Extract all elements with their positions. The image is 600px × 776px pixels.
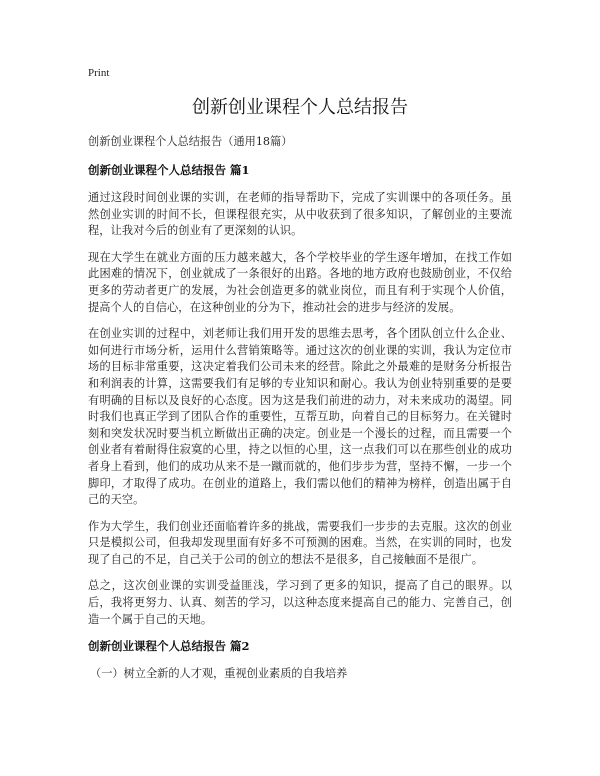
paragraph: 现在大学生在就业方面的压力越来越大，各个学校毕业的学生逐年增加，在找工作如此困难的情况下，创业就成了一条很好的出路。各地的地方政府也鼓励创业，不仅给更多的劳动者更广的发展，为社会创造更多的就业岗位，而且有利于实现个人价值，提高个人的自信心，在这种创业的分为下，推动社会的进步与经济的发展。 — [88, 250, 512, 314]
section-1 — [88, 162, 512, 628]
document-title: 创新创业课程个人总结报告 — [192, 97, 408, 118]
paragraph: 总之，这次创业课的实训受益匪浅，学习到了更多的知识，提高了自己的眼界。以后，我将更努力、认真、刻苦的学习，以这种态度来提高自己的能力、完善自己，创造一个属于自己的天地。 — [88, 579, 512, 626]
section-heading: 创新创业课程个人总结报告 篇1 — [88, 163, 250, 177]
section-heading: 创新创业课程个人总结报告 篇2 — [88, 639, 250, 654]
paragraph: 在创业实训的过程中，刘老师让我们用开发的思维去思考，各个团队创立什么企业、如何进行市场分析，运用什么营销策略等。通过这次的创业课的实训，我认为定位市场的目标非常重要，这决定着我们公司未来的经营。除此之外最难的是财务分析报告和利润表的计算，这需要我们有足够的专业知识和耐心。我认为创业特别重要的是要有明确的目标以及良好的心态度。因为这是我们前进的动力，对未来成功的渴望。同时我们也真正学到了团队合作的重要性，互帮互助，向着自己的目标努力。在关键时刻和突发状况时要当机立断做出正确的决定。创业是一个漫长的过程，而且需要一个创业者有着耐得住寂寞的心里，持之以恒的心里，这一点我们可以在那些创业的成功者身上看到，他们的成功从来不是一蹴而就的，他们步步为营，坚持不懈，一步一个脚印，才取得了成功。在创业的道路上，我们需以他们的精神为榜样，创造出属于自己的天空。 — [88, 327, 512, 507]
section-2 — [88, 638, 512, 682]
paragraph: 通过这段时间创业课的实训，在老师的指导帮助下，完成了实训课中的各项任务。虽然创业实训的时间不长，但课程很充实，从中收获到了很多知识，了解创业的主要流程，让我对今后的创业有了更深刻的认识。 — [88, 191, 512, 238]
document-subtitle: 创新创业课程个人总结报告（通用18篇） — [88, 135, 293, 148]
paragraph: 作为大学生，我们创业还面临着许多的挑战，需要我们一步步的去克服。这次的创业只是模拟公司，但我却发现里面有好多不可预测的困难。当然，在实训的同时，也发现了自己的不足，自己关于公司的创立的想法不是很多，自己接触面不是很广。 — [88, 519, 512, 566]
print-label[interactable]: Print — [88, 67, 110, 79]
list-item: （一）树立全新的人才观，重视创业素质的自我培养 — [90, 667, 348, 681]
